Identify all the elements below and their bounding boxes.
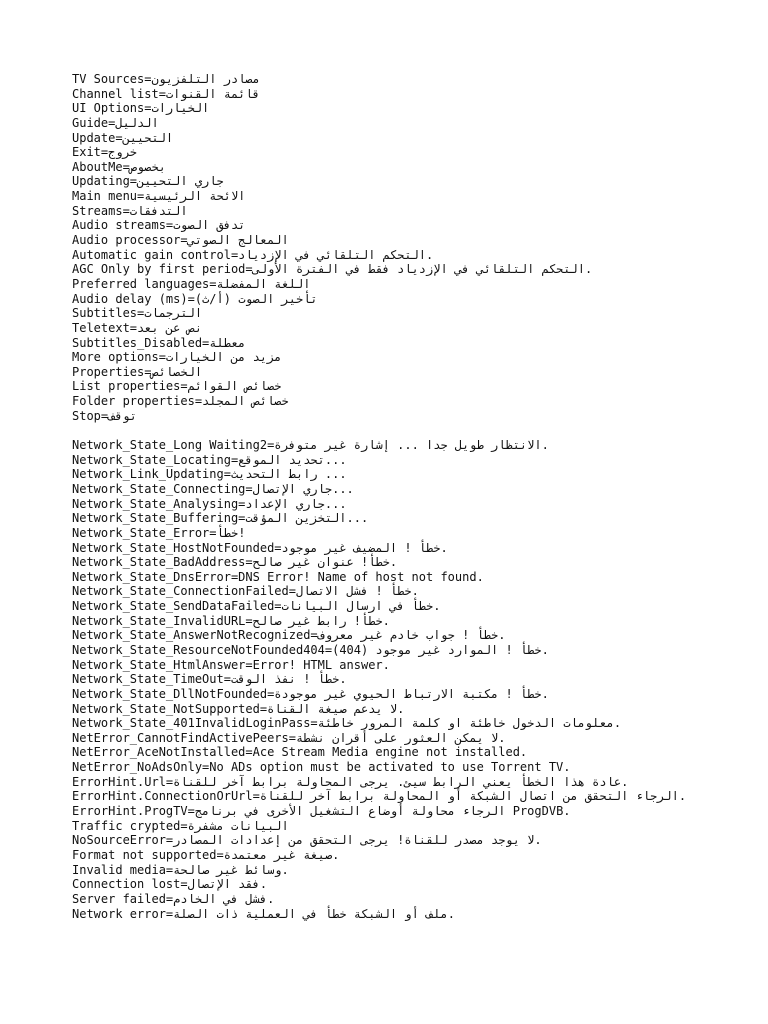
text-line: Network_State_InvalidURL=خطأ! رابط غير صالح. xyxy=(72,613,390,628)
text-line: Audio delay (ms)=(أ/ث) تأخير الصوت xyxy=(72,291,318,306)
text-line: Network_State_NotSupported=لا يدعم صيغة القناة. xyxy=(72,701,405,716)
text-line: Stop=توقف xyxy=(72,408,138,423)
document-page xyxy=(72,72,712,921)
text-line: Channel list=قائمة القنوات xyxy=(72,86,260,101)
text-line: Network_State_DllNotFounded=خطأ ! مكتبة الارتباط الحيوي غير موجودة. xyxy=(72,686,549,701)
text-line: Network_State_Buffering=التخزين المؤقت... xyxy=(72,511,369,526)
text-line: Update=التحيين xyxy=(72,130,174,145)
text-line: ErrorHint.ConnectionOrUrl=الرجاء التحقق من اتصال الشبكة أو المحاولة برابط آخر للقناة. xyxy=(72,789,687,804)
text-line: Network_State_Long Waiting2=الانتظار طويل جدا ... إشارة غير متوفرة. xyxy=(72,438,549,453)
text-line: Automatic gain control=التحكم التلقائي في الإزدياد. xyxy=(72,247,434,262)
text-line: Properties=الخصائص xyxy=(72,364,203,379)
text-line: Invalid media=وسائط غير صالحة. xyxy=(72,862,289,877)
text-line: Guide=الدليل xyxy=(72,115,159,130)
text-line: Network_State_SendDataFailed=خطأ في ارسال البيانات. xyxy=(72,599,441,614)
text-line: Network_State_Locating=تحديد الموقع... xyxy=(72,452,347,467)
text-line: Subtitles=الترجمات xyxy=(72,306,203,321)
text-line: Network_State_ConnectionFailed=خطأ ! فشل الاتصال. xyxy=(72,584,419,599)
text-line: Traffic crypted=البيانات مشفرة xyxy=(72,818,289,833)
text-line: Network_State_DnsError=DNS Error! Name of host not found. xyxy=(72,569,484,584)
text-line: Folder properties=خصائص المجلد xyxy=(72,394,289,409)
text-line: Network_State_AnswerNotRecognized=خطأ ! جواب خادم غير معروف. xyxy=(72,628,506,643)
text-line: Network_State_Analysing=جاري الإعداد... xyxy=(72,496,347,511)
text-line: Network_State_401InvalidLoginPass=معلومات الدخول خاطئة او كلمة المرور خاطئة. xyxy=(72,716,622,731)
text-line: Network_State_BadAddress=خطأ! عنوان غير صالح. xyxy=(72,555,398,570)
network-strings-section xyxy=(72,438,712,921)
text-line: Network_State_Connecting=جاري الإتصال... xyxy=(72,481,354,496)
text-line: Network_State_ResourceNotFounded404=خطأ ! الموارد غير موجود (404). xyxy=(72,642,549,657)
text-line: AGC Only by first period=التحكم التلقائي في الإزدياد فقط في الفترة الأولى. xyxy=(72,262,593,277)
text-line: List properties=خصائص القوائم xyxy=(72,379,282,394)
text-line: Teletext=نص عن بعد xyxy=(72,320,203,335)
text-line: Audio streams=تدفق الصوت xyxy=(72,218,246,233)
text-line: More options=مزيد من الخيارات xyxy=(72,350,282,365)
text-line: Subtitles_Disabled=معطلة xyxy=(72,335,246,350)
text-line: Network_State_TimeOut=خطأ ! نفذ الوقت. xyxy=(72,672,347,687)
ui-strings-section xyxy=(72,72,712,423)
text-line: Network_State_HostNotFounded=خطأ ! المضيف غير موجود. xyxy=(72,540,448,555)
text-line: TV Sources=مصادر التلفزيون xyxy=(72,72,260,86)
text-line: Main menu=الائحة الرئيسية xyxy=(72,189,246,204)
text-line: NetError_AceNotInstalled=Ace Stream Media engine not installed. xyxy=(72,745,528,760)
text-line: Network_State_Error=خطأ! xyxy=(72,525,246,540)
text-line: NetError_CannotFindActivePeers=لا يمكن العثور على أقران نشطة. xyxy=(72,730,506,745)
text-line: Preferred languages=اللغة المفضلة xyxy=(72,276,311,291)
text-line: Format not supported=صيغة غير معتمدة. xyxy=(72,847,340,862)
text-line: Network error=ملف أو الشبكة خطأ في العملية ذات الصلة. xyxy=(72,906,455,921)
text-line: ErrorHint.ProgTV=الرجاء محاولة أوضاع التشغيل الأخرى في برنامج ProgDVB. xyxy=(72,804,571,819)
section-spacer xyxy=(72,423,712,438)
text-line: Network_Link_Updating=رابط التحديث ... xyxy=(72,467,347,482)
text-line: Connection lost=فقد الإتصال. xyxy=(72,877,268,892)
text-line: AboutMe=بخصوص xyxy=(72,159,166,174)
text-line: NoSourceError=لا يوجد مصدر للقناة! يرجى التحقق من إعدادات المصادر. xyxy=(72,833,542,848)
text-line: UI Options=الخيارات xyxy=(72,101,210,116)
text-line: Updating=جاري التحيين xyxy=(72,174,224,189)
text-line: NetError_NoAdsOnly=No ADs option must be activated to use Torrent TV. xyxy=(72,760,571,775)
text-line: Exit=خروج xyxy=(72,145,138,160)
text-line: Audio processor=المعالج الصوتي xyxy=(72,233,289,248)
text-line: Server failed=فشل في الخادم. xyxy=(72,891,275,906)
text-line: Network_State_HtmlAnswer=Error! HTML answer. xyxy=(72,657,390,672)
text-line: ErrorHint.Url=عادة هذا الخطأ يعني الرابط سيئ. يرجى المحاولة برابط آخر للقناة. xyxy=(72,774,629,789)
text-line: Streams=التدفقات xyxy=(72,203,188,218)
